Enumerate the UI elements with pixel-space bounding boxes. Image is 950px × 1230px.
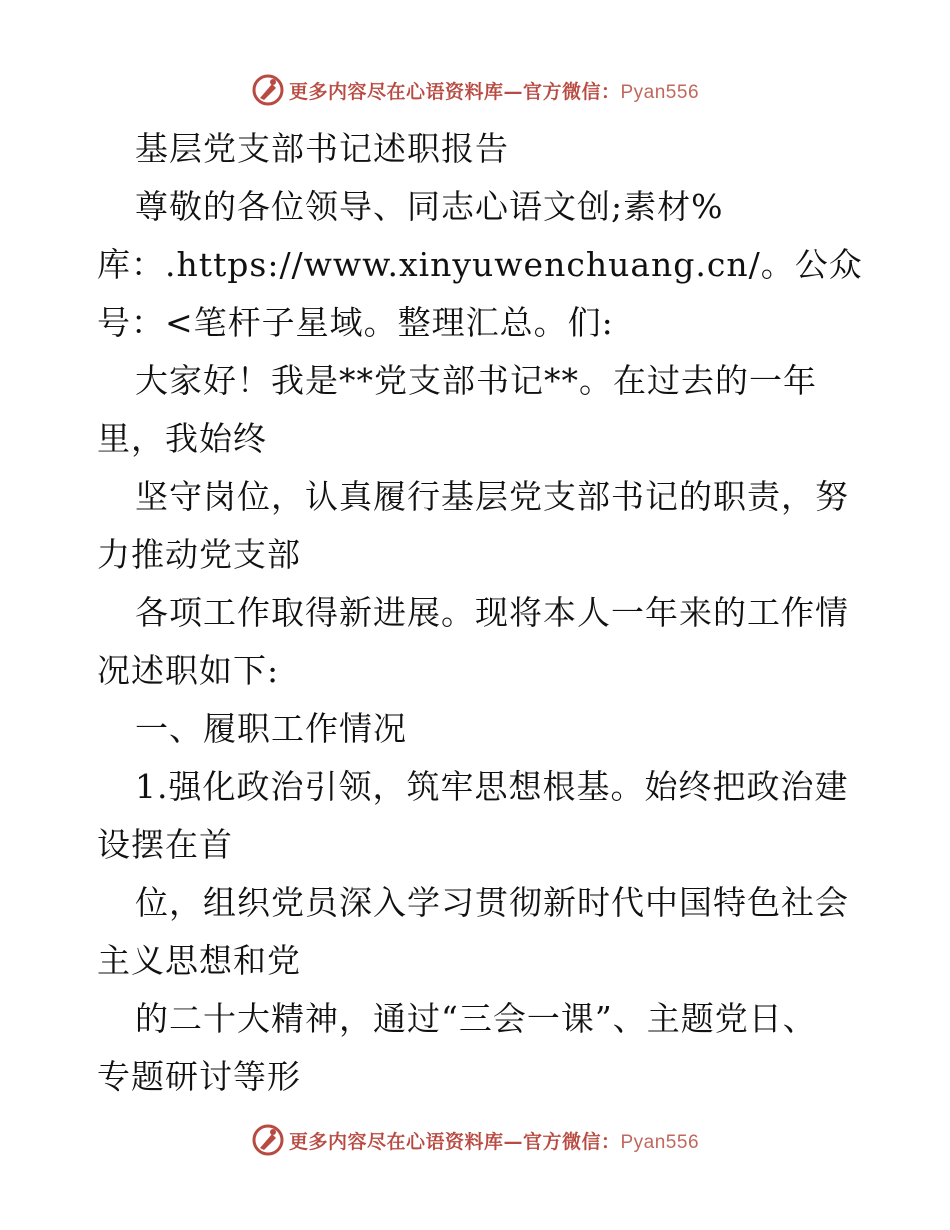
- banner-main-text: 更多内容尽在心语资料库: [288, 1130, 504, 1153]
- document-title: 基层党支部书记述职报告: [135, 129, 509, 168]
- banner-wechat-id: Pyan556: [620, 1131, 700, 1153]
- document-line: 设摆在首: [97, 825, 233, 864]
- document-line: 力推动党支部: [97, 535, 301, 574]
- banner-wechat-label: 官方微信：: [522, 80, 621, 103]
- document-line: 坚守岗位，认真履行基层党支部书记的职责，努: [135, 477, 849, 516]
- footer-watermark-banner: [0, 1120, 950, 1160]
- document-line: 主义思想和党: [97, 941, 301, 980]
- header-watermark-banner: [0, 70, 950, 110]
- pen-nib-logo-icon: [251, 1123, 285, 1157]
- banner-wechat-label: 官方微信：: [522, 1130, 621, 1153]
- document-line: 尊敬的各位领导、同志心语文创;素材%: [135, 187, 724, 226]
- document-line: 各项工作取得新进展。现将本人一年来的工作情: [135, 593, 849, 632]
- banner-separator: —: [503, 1130, 523, 1153]
- document-line: 里，我始终: [97, 419, 267, 458]
- banner-separator: —: [503, 80, 523, 103]
- section-heading: 一、履职工作情况: [135, 709, 407, 748]
- document-line: 1.强化政治引领，筑牢思想根基。始终把政治建: [135, 767, 849, 806]
- document-line: 号：<笔杆子星域。整理汇总。们:: [97, 303, 614, 342]
- document-line: 专题研讨等形: [97, 1057, 301, 1096]
- document-line: 况述职如下:: [97, 651, 280, 690]
- banner-wechat-id: Pyan556: [620, 81, 700, 103]
- document-body: [97, 120, 867, 1106]
- document-line: 大家好！我是**党支部书记**。在过去的一年: [135, 361, 817, 400]
- document-line: 库：.https://www.xinyuwenchuang.cn/。公众: [97, 245, 863, 284]
- document-line: 的二十大精神，通过“三会一课”、主题党日、: [135, 999, 817, 1038]
- pen-nib-logo-icon: [251, 73, 285, 107]
- document-line: 位，组织党员深入学习贯彻新时代中国特色社会: [135, 883, 849, 922]
- banner-main-text: 更多内容尽在心语资料库: [288, 80, 504, 103]
